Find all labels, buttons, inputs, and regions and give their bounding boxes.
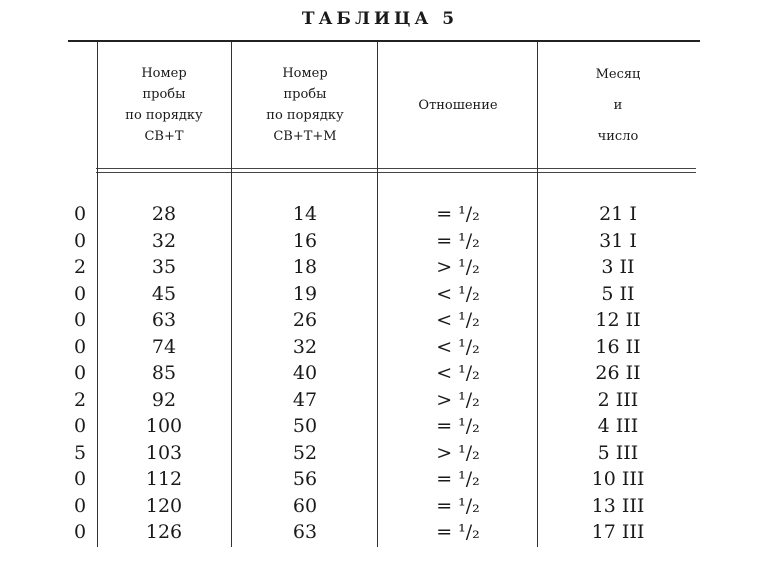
table-row — [0, 201, 760, 228]
lead-value: 0 — [73, 415, 87, 437]
date: 10 III — [591, 468, 645, 490]
ratio: = ¹/₂ — [436, 229, 480, 252]
ratio: = ¹/₂ — [436, 415, 480, 437]
table-row — [0, 387, 760, 414]
lead-value: 2 — [73, 256, 87, 278]
ratio: < ¹/₂ — [436, 335, 480, 358]
sample-svtm: 52 — [292, 441, 318, 464]
date: 21 I — [599, 203, 637, 225]
header-line: Номер — [282, 66, 328, 81]
sample-svtm: 47 — [292, 388, 318, 411]
table-row — [0, 440, 760, 467]
sample-svtm: 50 — [292, 415, 318, 437]
table-row — [0, 281, 760, 308]
sample-svt: 74 — [151, 335, 177, 358]
date: 13 III — [591, 494, 645, 517]
ratio: < ¹/₂ — [436, 282, 480, 305]
sample-svt: 103 — [145, 441, 183, 464]
table-row — [0, 519, 760, 546]
header-month-day — [540, 42, 696, 168]
date: 5 III — [597, 441, 639, 464]
table-row — [0, 360, 760, 387]
lead-value: 5 — [73, 441, 87, 464]
date: 3 II — [601, 256, 635, 278]
ratio: > ¹/₂ — [436, 256, 480, 278]
sample-svt: 126 — [145, 521, 183, 543]
lead-value: 0 — [73, 282, 87, 305]
date: 12 II — [595, 309, 641, 331]
header-line: СВ+Т — [144, 129, 184, 144]
ratio: > ¹/₂ — [436, 441, 480, 464]
date: 5 II — [601, 282, 635, 305]
table-row — [0, 334, 760, 361]
lead-value: 0 — [73, 494, 87, 517]
date: 26 II — [595, 362, 641, 384]
ratio: < ¹/₂ — [436, 309, 480, 331]
lead-value: 2 — [73, 388, 87, 411]
lead-value: 0 — [73, 309, 87, 331]
sample-svtm: 18 — [292, 256, 318, 278]
lead-value: 0 — [73, 229, 87, 252]
date: 2 III — [597, 388, 639, 411]
date: 17 III — [591, 521, 645, 543]
header-line: и — [613, 97, 623, 113]
sample-svt: 120 — [145, 494, 183, 517]
header-sample-number-svt — [100, 42, 228, 168]
sample-svt: 35 — [151, 256, 177, 278]
sample-svt: 100 — [145, 415, 183, 437]
ratio: > ¹/₂ — [436, 388, 480, 411]
ratio: < ¹/₂ — [436, 362, 480, 384]
date: 16 II — [595, 335, 641, 358]
sample-svt: 85 — [151, 362, 177, 384]
sample-svtm: 40 — [292, 362, 318, 384]
table-row — [0, 466, 760, 493]
sample-svtm: 63 — [292, 521, 318, 543]
date: 31 I — [599, 229, 637, 252]
header-rule-upper — [96, 168, 696, 169]
header-line: Номер — [141, 66, 187, 81]
page-title: ТАБЛИЦА 5 — [301, 9, 459, 29]
sample-svtm: 19 — [292, 282, 318, 305]
sample-svt: 92 — [151, 388, 177, 411]
header-line: число — [597, 128, 639, 144]
lead-value: 0 — [73, 362, 87, 384]
sample-svt: 32 — [151, 229, 177, 252]
header-ratio — [380, 42, 536, 168]
sample-svtm: 26 — [292, 309, 318, 331]
ratio: = ¹/₂ — [436, 521, 480, 543]
header-rule-lower — [96, 172, 696, 173]
header-line: Месяц — [595, 66, 641, 82]
sample-svtm: 32 — [292, 335, 318, 358]
table-row — [0, 307, 760, 334]
ratio: = ¹/₂ — [436, 203, 480, 225]
sample-svt: 112 — [145, 468, 183, 490]
date: 4 III — [597, 415, 639, 437]
header-line: по порядку — [125, 108, 203, 123]
lead-value: 0 — [73, 203, 87, 225]
lead-value: 0 — [73, 468, 87, 490]
table-row — [0, 254, 760, 281]
header-line: СВ+Т+М — [273, 129, 337, 144]
sample-svt: 45 — [151, 282, 177, 305]
ratio: = ¹/₂ — [436, 468, 480, 490]
table-row — [0, 493, 760, 520]
sample-svtm: 16 — [292, 229, 318, 252]
header-line: пробы — [283, 87, 327, 102]
header-line: по порядку — [266, 108, 344, 123]
ratio: = ¹/₂ — [436, 494, 480, 517]
sample-svtm: 60 — [292, 494, 318, 517]
table-body — [0, 201, 760, 546]
header-line: Отношение — [418, 97, 498, 113]
sample-svtm: 14 — [292, 203, 318, 225]
sample-svt: 28 — [151, 203, 177, 225]
table-row — [0, 228, 760, 255]
sample-svtm: 56 — [292, 468, 318, 490]
lead-value: 0 — [73, 335, 87, 358]
table-row — [0, 413, 760, 440]
header-sample-number-svtm — [234, 42, 376, 168]
header-line: пробы — [142, 87, 186, 102]
lead-value: 0 — [73, 521, 87, 543]
sample-svt: 63 — [151, 309, 177, 331]
